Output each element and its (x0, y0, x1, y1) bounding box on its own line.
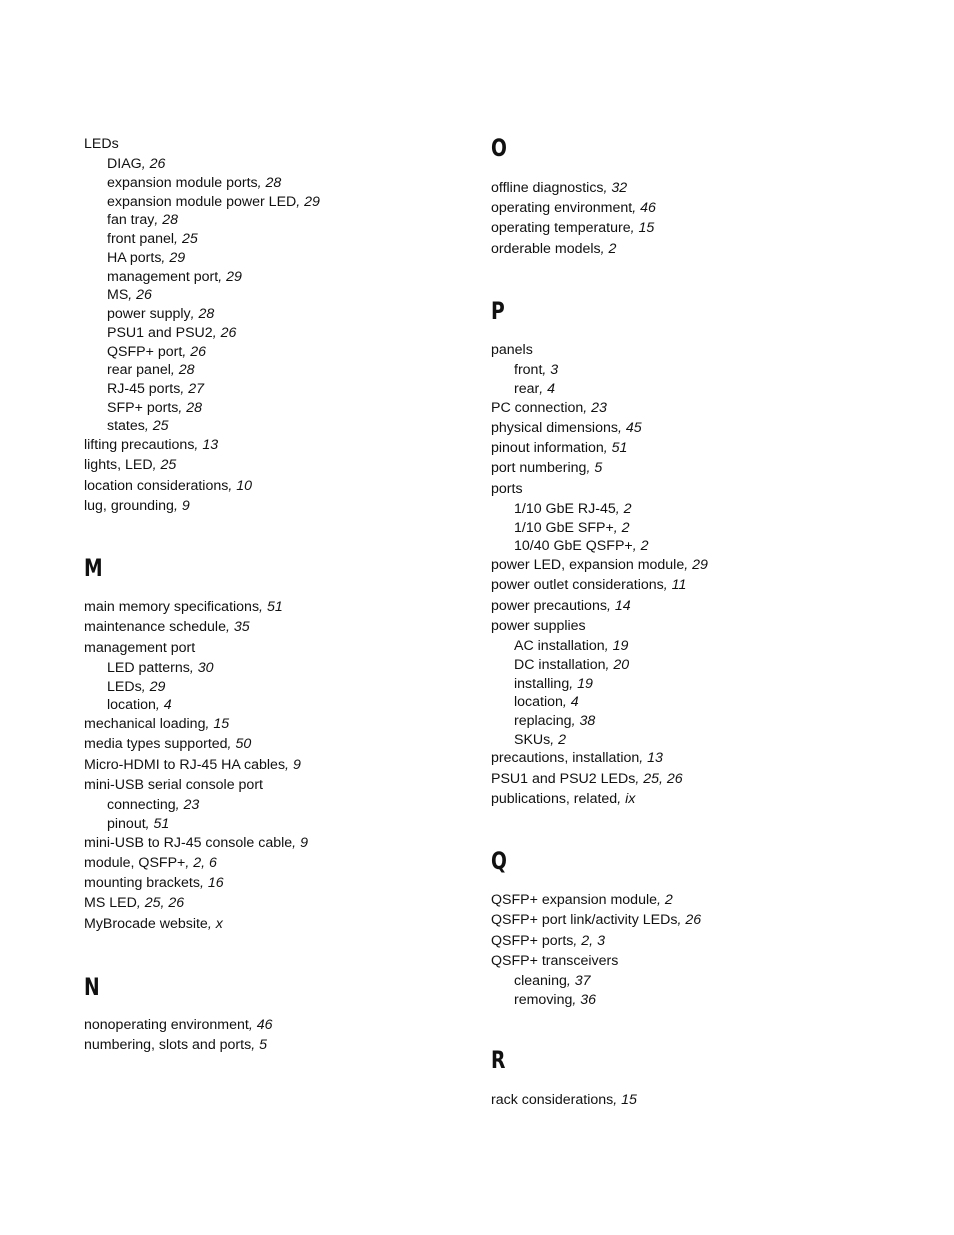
section-letter-heading: O (491, 134, 507, 162)
index-term: expansion module ports (107, 175, 258, 191)
index-subentry: LED patterns, 30 (107, 660, 214, 676)
index-term: offline diagnostics (491, 180, 604, 196)
index-entry: port numbering, 5 (491, 460, 603, 476)
index-entry: power precautions, 14 (491, 598, 631, 614)
page-reference-link[interactable]: 15 (638, 220, 655, 236)
page-reference-link[interactable]: 25 (181, 231, 198, 247)
index-term: QSFP+ transceivers (491, 953, 619, 969)
page-reference-link[interactable]: 5 (259, 1037, 267, 1053)
page-reference-link[interactable]: 35 (233, 619, 250, 635)
page-reference-link[interactable]: 38 (579, 713, 596, 729)
index-entry: rack considerations, 15 (491, 1092, 637, 1108)
index-entry: QSFP+ port link/activity LEDs, 26 (491, 912, 702, 928)
page-reference-link[interactable]: 19 (612, 638, 629, 654)
page-reference-link[interactable]: 25 (152, 418, 169, 434)
index-term: states (107, 418, 145, 434)
index-term: mounting brackets (84, 875, 200, 891)
index-entry (491, 341, 533, 359)
index-entry: main memory specifications, 51 (84, 599, 283, 615)
index-entry: lug, grounding, 9 (84, 498, 190, 514)
index-term: MyBrocade website (84, 916, 208, 932)
index-entry: lights, LED, 25 (84, 457, 177, 473)
index-term: 1/10 GbE SFP+ (514, 520, 614, 536)
index-term: QSFP+ port (107, 344, 183, 360)
page-reference-link[interactable]: 9 (181, 498, 190, 514)
index-entry: PC connection, 23 (491, 400, 607, 416)
page-reference-link[interactable]: 26 (190, 344, 206, 360)
section-letter-heading: P (491, 297, 505, 325)
index-term: front (514, 362, 543, 378)
index-term: mini-USB serial console port (84, 777, 263, 793)
index-term: physical dimensions (491, 420, 618, 436)
index-subentry: expansion module power LED, 29 (107, 194, 320, 210)
index-term: nonoperating environment (84, 1017, 249, 1033)
index-term: module, QSFP+ (84, 855, 186, 871)
index-term: QSFP+ ports (491, 933, 574, 949)
page-reference-link[interactable]: 15 (213, 716, 230, 732)
index-term: MS (107, 287, 129, 303)
index-term: cleaning (514, 973, 567, 989)
index-entry (84, 776, 263, 794)
index-term: QSFP+ expansion module (491, 892, 658, 908)
index-subentry: 1/10 GbE SFP+, 2 (514, 520, 630, 536)
index-entry (84, 639, 195, 657)
page-reference-link[interactable]: 2 (664, 892, 673, 908)
index-subentry: location, 4 (514, 694, 579, 710)
index-term: lug, grounding (84, 498, 174, 514)
index-term: 10/40 GbE QSFP+ (514, 538, 633, 554)
index-term: replacing (514, 713, 572, 729)
index-entry: pinout information, 51 (491, 440, 628, 456)
page-reference-link[interactable]: 26 (220, 325, 237, 341)
index-entry: lifting precautions, 13 (84, 437, 219, 453)
index-term: pinout (107, 816, 146, 832)
index-subentry: HA ports, 29 (107, 250, 186, 266)
page-reference-link[interactable]: 4 (163, 697, 172, 713)
page-reference-link[interactable]: 29 (169, 250, 186, 266)
index-subentry: states, 25 (107, 418, 169, 434)
index-entry: mechanical loading, 15 (84, 716, 230, 732)
page-reference-link[interactable]: 4 (547, 381, 556, 397)
page-reference-link[interactable]: 37 (574, 973, 591, 989)
index-entry: PSU1 and PSU2 LEDs, 25, 26 (491, 771, 683, 787)
index-term: power supplies (491, 618, 586, 634)
page-reference-link[interactable]: 28 (198, 306, 215, 322)
index-term: lifting precautions (84, 437, 195, 453)
index-term: power precautions (491, 598, 607, 614)
index-entry: module, QSFP+, 2, 6 (84, 855, 217, 871)
section-letter-heading: N (84, 973, 100, 1001)
page-reference-link[interactable]: 2 (623, 501, 632, 517)
page-reference-link[interactable]: 29 (692, 557, 708, 573)
index-subentry: SKUs, 2 (514, 732, 567, 748)
index-term: rack considerations (491, 1092, 614, 1108)
index-entry: MS LED, 25, 26 (84, 895, 185, 911)
index-term: MS LED (84, 895, 137, 911)
page-reference-link[interactable]: 29 (304, 194, 320, 210)
page-reference-link[interactable]: 25, 26 (144, 895, 185, 911)
index-term: management port (107, 269, 219, 285)
page-reference-link[interactable]: 29 (149, 679, 166, 695)
page-reference-link[interactable]: 25, 26 (643, 771, 683, 787)
index-entry: precautions, installation, 13 (491, 750, 663, 766)
index-entry (491, 617, 586, 635)
index-term: front panel (107, 231, 175, 247)
index-entry: power outlet considerations, 11 (491, 577, 687, 593)
index-entry: operating temperature, 15 (491, 220, 655, 236)
page-reference-link[interactable]: 26 (136, 287, 152, 303)
index-entry: Micro-HDMI to RJ-45 HA cables, 9 (84, 757, 301, 773)
index-term: power LED, expansion module (491, 557, 685, 573)
index-term: panels (491, 342, 533, 358)
index-term: location considerations (84, 478, 229, 494)
page-reference-link[interactable]: 13 (647, 750, 663, 766)
index-entry (491, 480, 523, 498)
index-term: QSFP+ port link/activity LEDs (491, 912, 678, 928)
index-entry: location considerations, 10 (84, 478, 252, 494)
index-subentry: MS, 26 (107, 287, 152, 303)
page-reference-link[interactable]: 23 (591, 400, 607, 416)
index-subentry: rear, 4 (514, 381, 556, 397)
index-entry: QSFP+ expansion module, 2 (491, 892, 673, 908)
page-reference-link[interactable]: 2, 6 (193, 855, 217, 871)
page-reference-link[interactable]: 9 (292, 757, 301, 773)
index-entry (491, 952, 618, 970)
index-term: main memory specifications (84, 599, 260, 615)
index-subentry: fan tray, 28 (107, 212, 178, 228)
index-term: mechanical loading (84, 716, 206, 732)
index-term: rear panel (107, 362, 171, 378)
index-term: LEDs (84, 136, 119, 152)
index-entry: nonoperating environment, 46 (84, 1017, 273, 1033)
page-reference-link[interactable]: 13 (202, 437, 219, 453)
index-subentry: replacing, 38 (514, 713, 596, 729)
section-letter-heading: R (491, 1046, 506, 1074)
index-entry: publications, related, ix (491, 791, 636, 807)
index-subentry: PSU1 and PSU2, 26 (107, 325, 237, 341)
index-subentry: power supply, 28 (107, 306, 215, 322)
index-subentry: pinout, 51 (107, 816, 170, 832)
index-subentry: front panel, 25 (107, 231, 198, 247)
index-term: PC connection (491, 400, 584, 416)
index-entry: QSFP+ ports, 2, 3 (491, 933, 605, 949)
index-entry: numbering, slots and ports, 5 (84, 1037, 267, 1053)
index-term: Micro-HDMI to RJ-45 HA cables (84, 757, 286, 773)
page-reference-link[interactable]: 28 (162, 212, 178, 228)
index-term: DC installation (514, 657, 606, 673)
index-entry: orderable models, 2 (491, 241, 617, 257)
page-reference-link[interactable]: 26 (685, 912, 702, 928)
index-entry: offline diagnostics, 32 (491, 180, 628, 196)
page-reference-link[interactable]: 27 (188, 381, 204, 397)
index-entry: maintenance schedule, 35 (84, 619, 250, 635)
page-reference-link[interactable]: 2 (558, 732, 567, 748)
index-entry: MyBrocade website, x (84, 916, 223, 932)
index-term: AC installation (514, 638, 605, 654)
page-reference-link[interactable]: 2, 3 (581, 933, 605, 949)
index-term: RJ-45 ports (107, 381, 181, 397)
index-subentry: installing, 19 (514, 676, 593, 692)
index-subentry: expansion module ports, 28 (107, 175, 282, 191)
page-reference-link[interactable]: 10 (236, 478, 252, 494)
page-reference-link[interactable]: 16 (207, 875, 224, 891)
page-reference-link[interactable]: 14 (614, 598, 631, 614)
index-subentry: SFP+ ports, 28 (107, 400, 203, 416)
section-letter-heading: M (84, 554, 103, 582)
page-reference-link[interactable]: 20 (613, 657, 630, 673)
index-term: SKUs (514, 732, 551, 748)
index-term: port numbering (491, 460, 587, 476)
page-reference-link[interactable]: 51 (153, 816, 170, 832)
index-term: 1/10 GbE RJ-45 (514, 501, 616, 517)
index-subentry: AC installation, 19 (514, 638, 629, 654)
index-term: LED patterns (107, 660, 190, 676)
page-reference-link[interactable]: 51 (266, 599, 283, 615)
section-letter-heading: Q (491, 847, 507, 875)
index-term: rear (514, 381, 540, 397)
page-reference-link[interactable]: 28 (178, 362, 195, 378)
index-subentry: location, 4 (107, 697, 172, 713)
page-reference-link[interactable]: 5 (594, 460, 603, 476)
index-term: numbering, slots and ports (84, 1037, 252, 1053)
page-reference-link[interactable]: 29 (226, 269, 242, 285)
index-term: lights, LED (84, 457, 153, 473)
index-subentry: front, 3 (514, 362, 559, 378)
page-reference-link[interactable]: 36 (580, 992, 597, 1008)
index-term: DIAG (107, 156, 142, 172)
index-subentry: 10/40 GbE QSFP+, 2 (514, 538, 649, 554)
index-entry: operating environment, 46 (491, 200, 656, 216)
index-subentry: 1/10 GbE RJ-45, 2 (514, 501, 632, 517)
index-term: fan tray (107, 212, 155, 228)
index-entry (84, 135, 119, 153)
index-entry: mounting brackets, 16 (84, 875, 224, 891)
page-reference-link[interactable]: 15 (621, 1092, 637, 1108)
page-reference-link[interactable]: 46 (640, 200, 656, 216)
page-reference-link[interactable]: 32 (611, 180, 628, 196)
index-term: location (107, 697, 156, 713)
index-term: publications, related (491, 791, 618, 807)
page-reference-link[interactable]: 28 (265, 175, 282, 191)
page-reference-link[interactable]: 25 (160, 457, 177, 473)
index-subentry: rear panel, 28 (107, 362, 195, 378)
index-term: media types supported (84, 736, 228, 752)
page-reference-link[interactable]: 11 (671, 577, 687, 593)
page-reference-link[interactable]: ix (625, 791, 636, 807)
page-reference-link[interactable]: 46 (256, 1017, 273, 1033)
index-entry: mini-USB to RJ-45 console cable, 9 (84, 835, 308, 851)
index-entry: power LED, expansion module, 29 (491, 557, 708, 573)
page-reference-link[interactable]: 3 (550, 362, 559, 378)
index-term: power supply (107, 306, 191, 322)
page-reference-link[interactable]: x (215, 916, 223, 932)
page-reference-link[interactable]: 4 (570, 694, 579, 710)
index-subentry: connecting, 23 (107, 797, 200, 813)
index-term: PSU1 and PSU2 LEDs (491, 771, 636, 787)
index-term: pinout information (491, 440, 604, 456)
index-term: management port (84, 640, 196, 656)
index-subentry: QSFP+ port, 26 (107, 344, 206, 360)
index-term: operating environment (491, 200, 633, 216)
page-reference-link[interactable]: 45 (625, 420, 642, 436)
index-term: PSU1 and PSU2 (107, 325, 213, 341)
page-reference-link[interactable]: 9 (300, 835, 308, 851)
index-subentry: management port, 29 (107, 269, 242, 285)
index-term: HA ports (107, 250, 162, 266)
index-entry: physical dimensions, 45 (491, 420, 642, 436)
index-term: LEDs (107, 679, 142, 695)
page-reference-link[interactable]: 50 (235, 736, 252, 752)
index-subentry: RJ-45 ports, 27 (107, 381, 204, 397)
page-reference-link[interactable]: 30 (197, 660, 214, 676)
page-reference-link[interactable]: 51 (611, 440, 628, 456)
page-reference-link[interactable]: 26 (149, 156, 166, 172)
page-reference-link[interactable]: 2 (640, 538, 649, 554)
index-term: mini-USB to RJ-45 console cable (84, 835, 293, 851)
index-subentry: removing, 36 (514, 992, 597, 1008)
index-term: SFP+ ports (107, 400, 179, 416)
index-term: installing (514, 676, 570, 692)
page-reference-link[interactable]: 2 (608, 241, 617, 257)
index-subentry: cleaning, 37 (514, 973, 591, 989)
page-reference-link[interactable]: 28 (186, 400, 203, 416)
index-term: removing (514, 992, 573, 1008)
index-term: location (514, 694, 563, 710)
index-term: power outlet considerations (491, 577, 664, 593)
index-term: ports (491, 481, 523, 497)
index-subentry: DIAG, 26 (107, 156, 166, 172)
index-entry: media types supported, 50 (84, 736, 252, 752)
page-reference-link[interactable]: 2 (621, 520, 630, 536)
index-term: precautions, installation (491, 750, 640, 766)
page-reference-link[interactable]: 23 (183, 797, 200, 813)
index-term: operating temperature (491, 220, 631, 236)
index-term: orderable models (491, 241, 601, 257)
index-subentry: LEDs, 29 (107, 679, 166, 695)
index-term: expansion module power LED (107, 194, 297, 210)
index-term: connecting (107, 797, 176, 813)
index-subentry: DC installation, 20 (514, 657, 630, 673)
index-term: maintenance schedule (84, 619, 226, 635)
page-reference-link[interactable]: 19 (577, 676, 593, 692)
